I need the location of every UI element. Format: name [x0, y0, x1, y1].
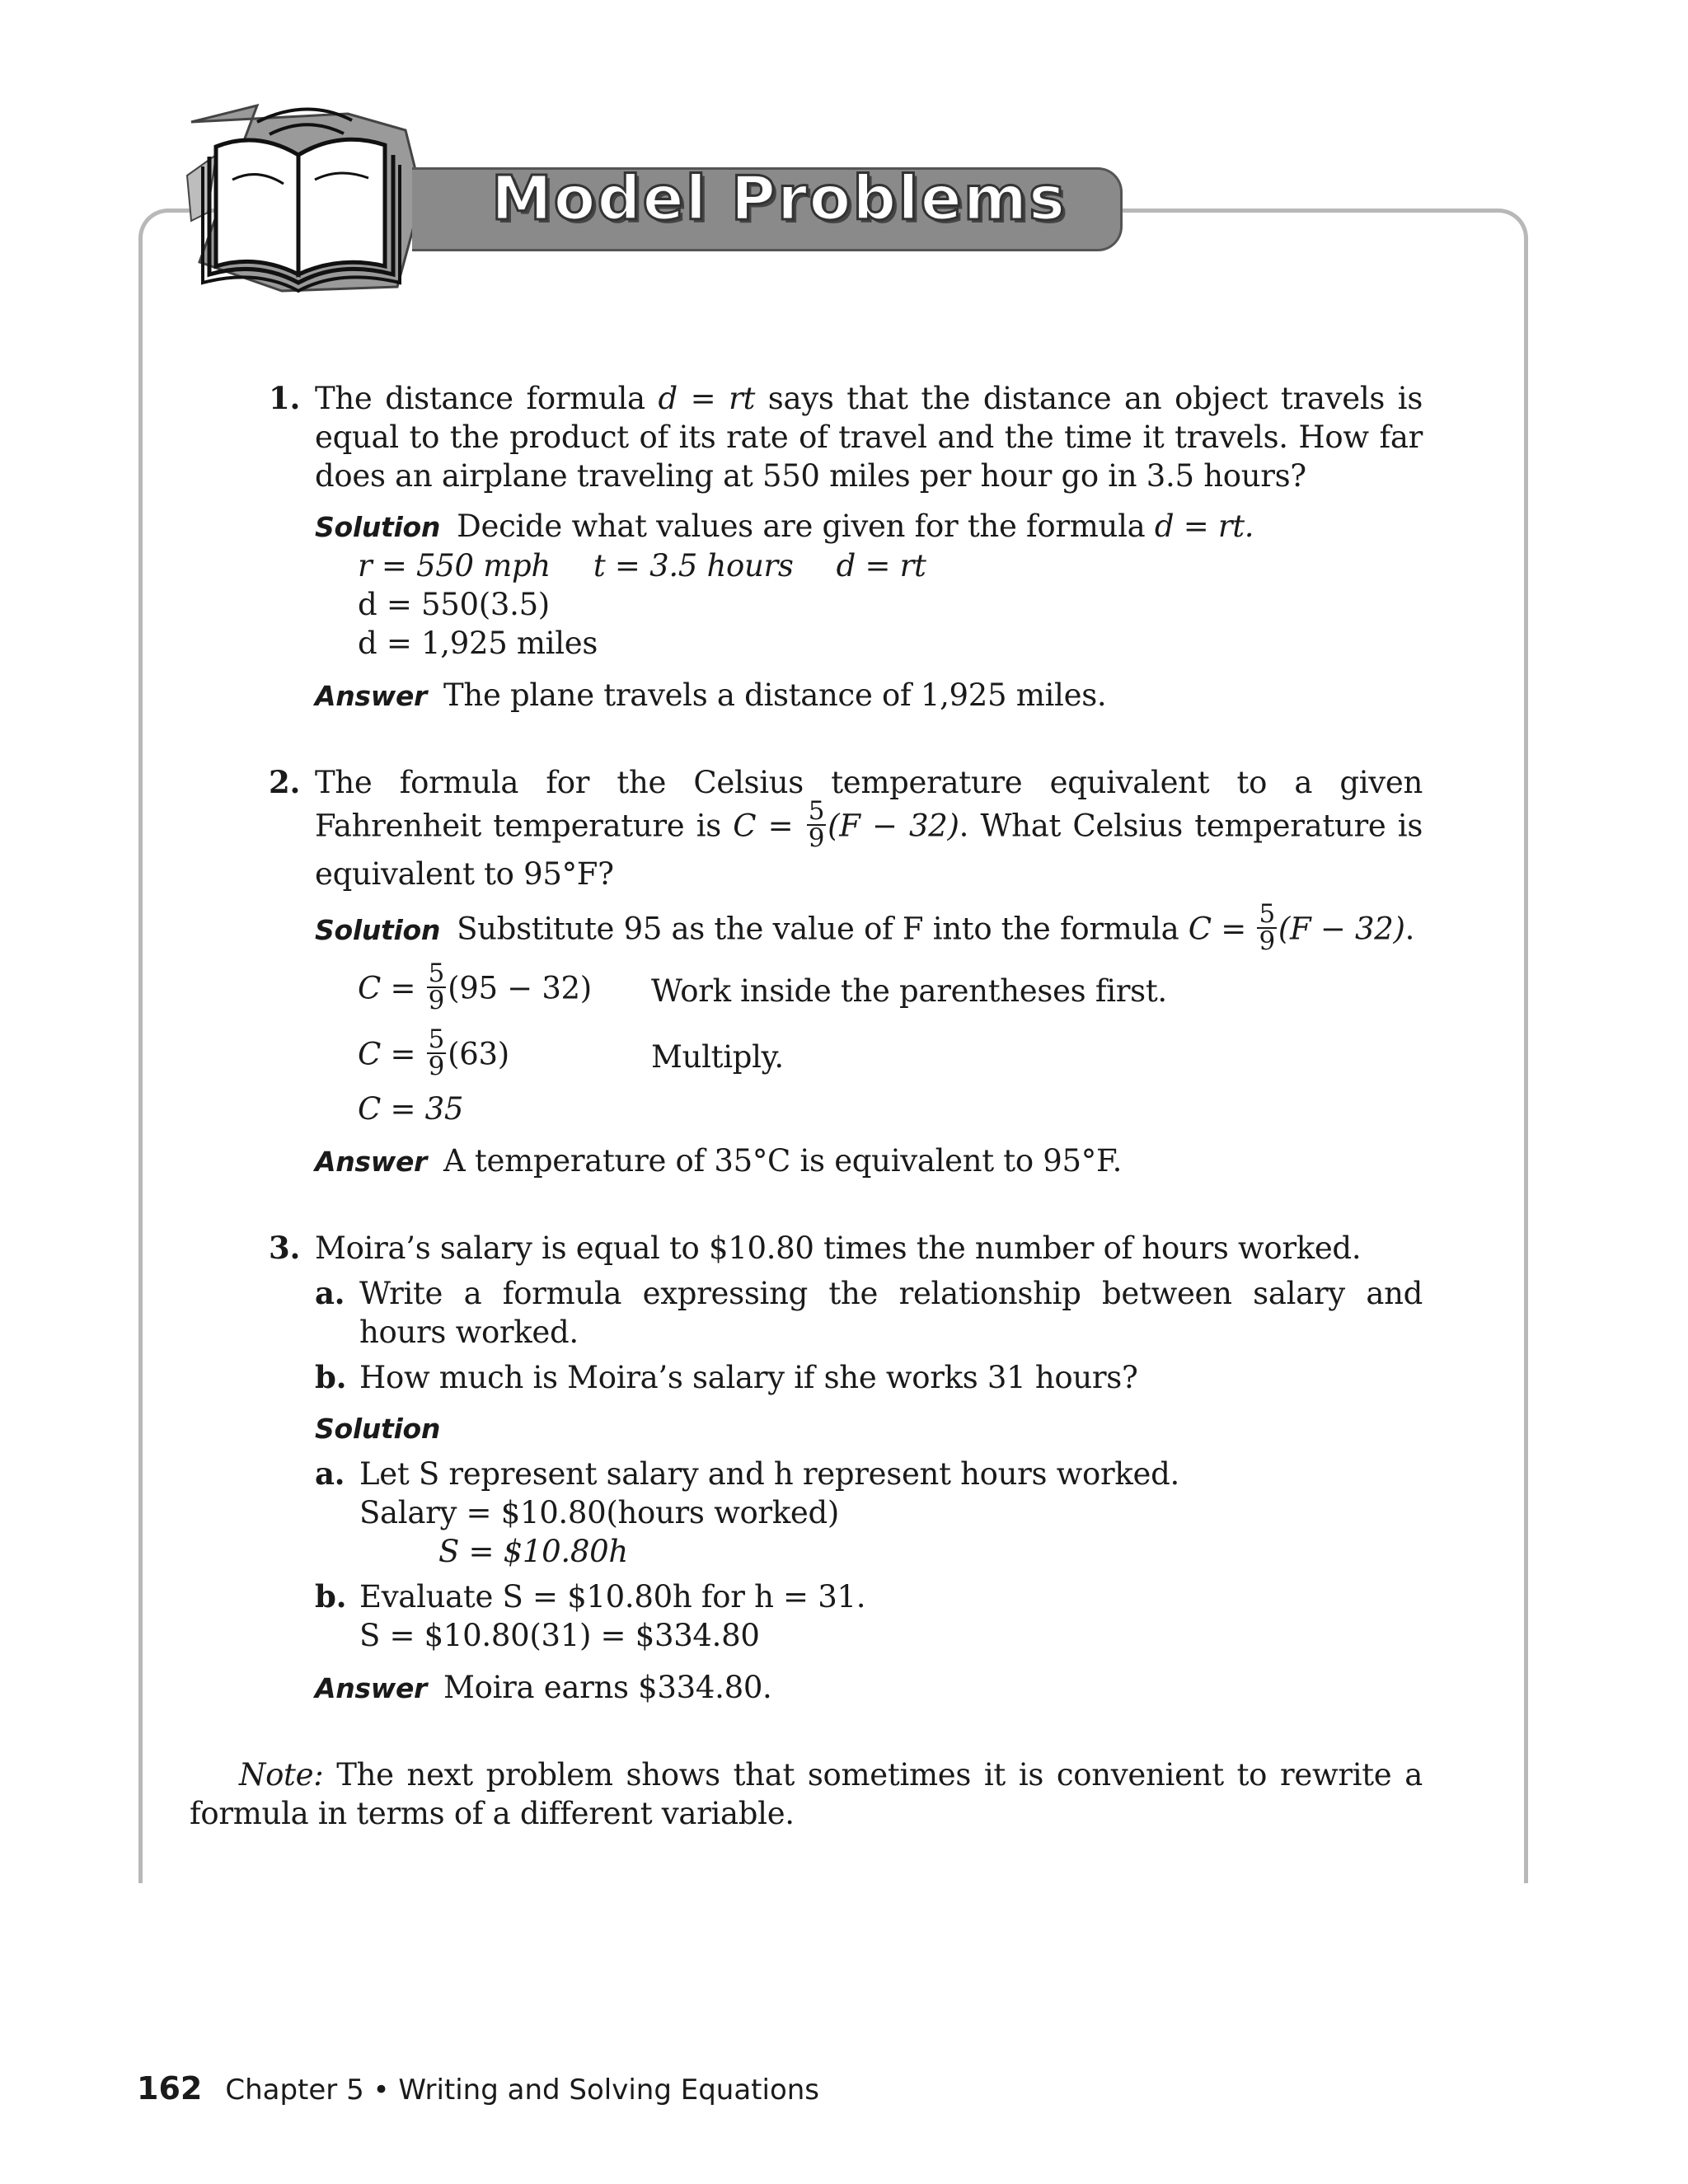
problem-1 — [252, 379, 1423, 715]
problem-text: Moira’s salary is equal to $10.80 times the number of hours worked. — [315, 1230, 1362, 1266]
work-step: C = 35 — [358, 1091, 464, 1127]
step-note: Work inside the parentheses first. — [651, 972, 1167, 1009]
solution — [315, 1408, 1423, 1448]
work-step: d = 550(3.5) — [358, 587, 550, 622]
problem-number: 2. — [269, 764, 301, 800]
problem-3 — [252, 1229, 1423, 1708]
page-title: Model Problems — [491, 163, 1067, 234]
work-step: C = $\frac{5}{9}$ (63) Multiply. — [358, 1024, 784, 1081]
answer-label: Answer — [315, 1146, 428, 1178]
answer: Answer A temperature of 35°C is equivalent to 95°F. — [315, 1143, 1123, 1179]
solution-label: Solution — [315, 913, 441, 946]
answer-label: Answer — [315, 680, 428, 712]
given-values: r = 550 mph t = 3.5 hours d = rt — [358, 548, 926, 583]
answer: Answer Moira earns $334.80. — [315, 1670, 772, 1705]
solution-label: Solution — [315, 1413, 441, 1445]
note-paragraph: Note: The next problem shows that sometimes it is convenient to rewrite a formula in terms of a different variable. — [190, 1757, 1423, 1831]
question-b: b. How much is Moira’s salary if she works 31 hours? — [315, 1359, 1138, 1395]
solution-label: Solution — [315, 511, 441, 543]
open-book-icon — [183, 97, 430, 299]
problem-text: The formula for the Celsius temperature equivalent to a given Fahrenheit temperature is C = $\frac{5}{9}$ (F − 32). What Celsius temperature is equivalent to 95°F? — [315, 765, 1423, 892]
chapter-title: Chapter 5 • Writing and Solving Equations — [225, 2074, 820, 2107]
solution-b: b. Evaluate S = $10.80h for h = 31. S = $10.80(31) = $334.80 — [315, 1578, 866, 1653]
problems-section — [190, 379, 1423, 1833]
formula: d = rt — [658, 381, 756, 416]
page-footer — [137, 2070, 819, 2107]
work-step: C = $\frac{5}{9}$ (95 − 32) Work inside the parentheses first. — [358, 958, 1167, 1015]
problem-number: 3. — [269, 1230, 301, 1266]
problem-2 — [252, 763, 1423, 1181]
solution-a: a. Let S represent salary and h represent hours worked. Salary = $10.80(hours worked) S = $10.80h — [315, 1455, 1179, 1569]
work-step: d = 1,925 miles — [358, 626, 598, 661]
problem-text: The distance formula d = rt says that the distance an object travels is equal to the product of its rate of travel and the time it travels. How far does an airplane traveling at 550 miles per hour go in 3.5 hours? — [315, 381, 1423, 494]
note-label: Note: — [239, 1757, 324, 1793]
solution: Solution Substitute 95 as the value of F into the formula C = $\frac{5}{9}$ (F − 32). — [315, 899, 1415, 956]
fraction: $\frac{5}{9}$ — [1259, 899, 1275, 956]
question-a: a. Write a formula expressing the relationship between salary and hours worked. — [315, 1275, 1423, 1350]
fraction: $\frac{5}{9}$ — [808, 796, 825, 853]
answer-label: Answer — [315, 1672, 428, 1704]
answer: Answer The plane travels a distance of 1,925 miles. — [315, 677, 1107, 713]
solution: Solution Decide what values are given for the formula d = rt. — [315, 509, 1254, 544]
page-number: 162 — [137, 2070, 203, 2107]
problem-number: 1. — [269, 380, 301, 416]
step-note: Multiply. — [651, 1038, 784, 1075]
